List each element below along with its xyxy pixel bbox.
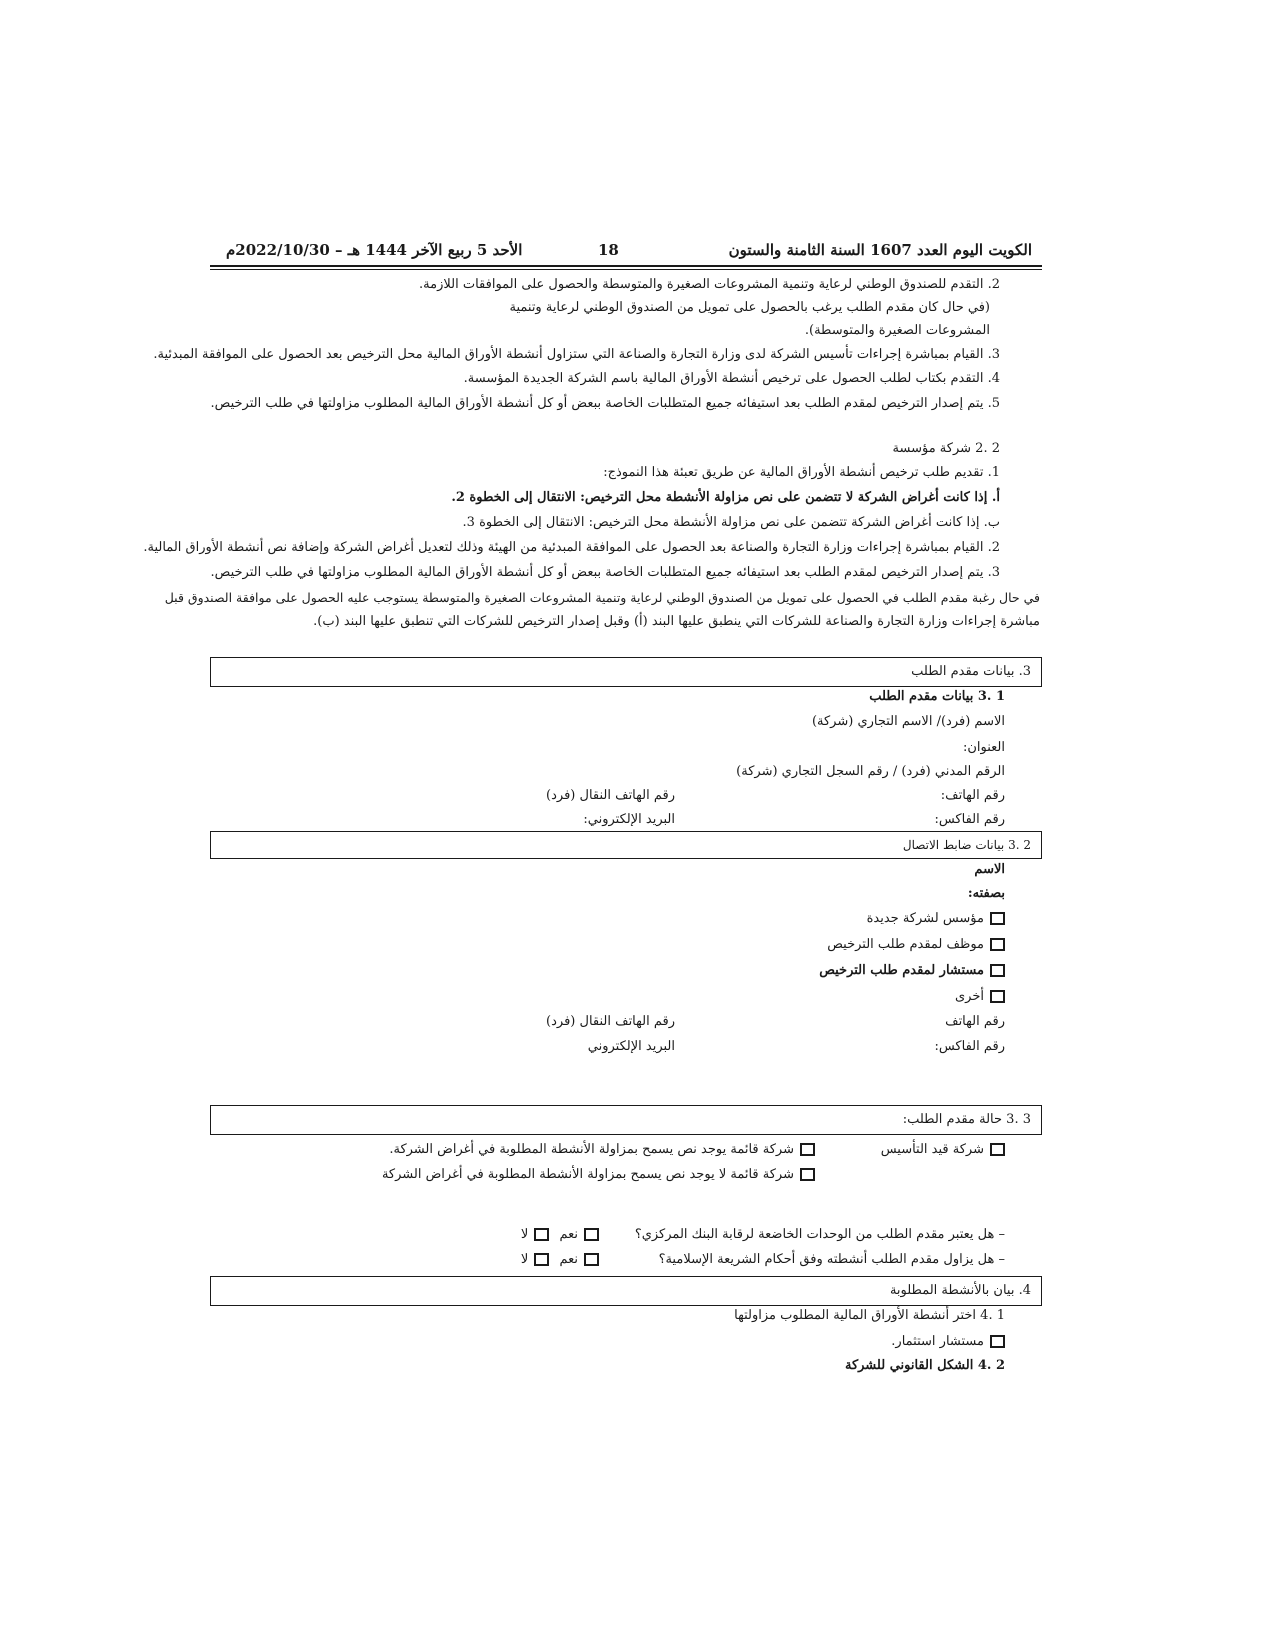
- section-2-2-note-line1: في حال رغبة مقدم الطلب في الحصول على تمويل من الصندوق الوطني لرعاية وتنمية المشروعات الصغيرة والمتوسطة يستوجب عليه الحصول على موافقة الصندوق قبل: [164, 590, 1040, 605]
- section-3-1-title: 1 .3 بيانات مقدم الطلب: [869, 689, 1005, 704]
- civil-id-label: الرقم المدني (فرد) / رقم السجل التجاري (شركة): [736, 764, 1005, 779]
- checkbox-icon[interactable]: [800, 1168, 815, 1181]
- section-2-2-item-3: 3. يتم إصدار الترخيص لمقدم الطلب بعد استيفائه جميع المتطلبات الخاصة ببعض أو كل أنشطة الأوراق المالية المطلوب مزاولتها في طلب الترخيص.: [210, 565, 1000, 580]
- question-central-bank: – هل يعتبر مقدم الطلب من الوحدات الخاضعة لرقابة البنك المركزي؟: [634, 1227, 1005, 1242]
- list1-item-5: 5. يتم إصدار الترخيص لمقدم الطلب بعد استيفائه جميع المتطلبات الخاصة ببعض أو كل أنشطة الأوراق المالية المطلوب مزاولتها في طلب الترخيص.: [210, 396, 1000, 411]
- contact-fax-label: رقم الفاكس:: [934, 1039, 1005, 1054]
- list1-item-2: 2. التقدم للصندوق الوطني لرعاية وتنمية المشروعات الصغيرة والمتوسطة والحصول على الموافقات اللازمة.: [419, 277, 1000, 292]
- question-sharia: – هل يزاول مقدم الطلب أنشطته وفق أحكام الشريعة الإسلامية؟: [658, 1252, 1005, 1267]
- section-2-2-item-a: أ. إذا كانت أغراض الشركة لا تتضمن على نص مزاولة الأنشطة محل الترخيص: الانتقال إلى الخطوة 2.: [451, 490, 1000, 505]
- section-2-2-title: 2 .2 شركة مؤسسة: [892, 441, 1000, 456]
- section-2-2-item-b: ب. إذا كانت أغراض الشركة تتضمن على نص مزاولة الأنشطة محل الترخيص: الانتقال إلى الخطوة 3.: [462, 515, 1000, 530]
- section-3-2-box: [210, 831, 1042, 859]
- status-existing-allowed[interactable]: شركة قائمة يوجد نص يسمح بمزاولة الأنشطة المطلوبة في أغراض الشركة.: [389, 1141, 815, 1159]
- header-gazette-info: الكويت اليوم العدد 1607 السنة الثامنة والستون: [728, 241, 1032, 259]
- header-page-number: 18: [598, 241, 619, 259]
- mobile-label: رقم الهاتف النقال (فرد): [546, 788, 675, 803]
- list1-item-4: 4. التقدم بكتاب لطلب الحصول على ترخيص أنشطة الأوراق المالية باسم الشركة الجديدة المؤسسة.: [463, 371, 1000, 386]
- section-2-2-item-2: 2. القيام بمباشرة إجراءات وزارة التجارة والصناعة بعد الحصول على الموافقة المبدئية من الهيئة وذلك لتعديل أغراض الشركة وإضافة نص أنشطة الأوراق المالية.: [143, 540, 1000, 555]
- address-label: العنوان:: [962, 740, 1005, 755]
- list1-note-line2: المشروعات الصغيرة والمتوسطة).: [804, 323, 990, 338]
- status-existing-not-allowed[interactable]: شركة قائمة لا يوجد نص يسمح بمزاولة الأنشطة المطلوبة في أغراض الشركة: [382, 1166, 815, 1184]
- header-date: الأحد 5 ربيع الآخر 1444 هـ – 2022/10/30م: [226, 241, 523, 259]
- phone-label: رقم الهاتف:: [940, 788, 1005, 803]
- contact-mobile-label: رقم الهاتف النقال (فرد): [546, 1014, 675, 1029]
- contact-phone-label: رقم الهاتف: [945, 1014, 1005, 1029]
- name-label: الاسم (فرد)/ الاسم التجاري (شركة): [811, 714, 1005, 729]
- checkbox-icon[interactable]: [990, 1143, 1005, 1156]
- question-sharia-answers[interactable]: نعم لا: [521, 1251, 599, 1269]
- capacity-option-advisor[interactable]: مستشار لمقدم طلب الترخيص: [819, 962, 1005, 980]
- question-central-bank-answers[interactable]: نعم لا: [521, 1226, 599, 1244]
- header-rule-thick: [210, 265, 1042, 267]
- email-label: البريد الإلكتروني:: [583, 812, 675, 827]
- capacity-option-founder[interactable]: مؤسس لشركة جديدة: [867, 910, 1005, 928]
- section-3-3-box: [210, 1105, 1042, 1135]
- fax-label: رقم الفاكس:: [934, 812, 1005, 827]
- checkbox-icon[interactable]: [534, 1228, 549, 1241]
- checkbox-icon[interactable]: [990, 990, 1005, 1003]
- section-4-1-title: 1 .4 اختر أنشطة الأوراق المالية المطلوب مزاولتها: [734, 1308, 1005, 1323]
- section-4-2-title: 2 .4 الشكل القانوني للشركة: [844, 1358, 1005, 1373]
- capacity-option-employee[interactable]: موظف لمقدم طلب الترخيص: [827, 936, 1005, 954]
- option-investment-advisor[interactable]: مستشار استثمار.: [891, 1333, 1005, 1351]
- section-3-box: [210, 657, 1042, 687]
- section-2-2-item-1: 1. تقديم طلب ترخيص أنشطة الأوراق المالية عن طريق تعبئة هذا النموذج:: [603, 465, 1000, 480]
- list1-item-3: 3. القيام بمباشرة إجراءات تأسيس الشركة لدى وزارة التجارة والصناعة التي ستزاول أنشطة الأوراق المالية محل الترخيص بعد الحصول على الموافقة المبدئية.: [153, 347, 1000, 362]
- capacity-option-other[interactable]: أخرى: [955, 988, 1005, 1006]
- checkbox-icon[interactable]: [990, 912, 1005, 925]
- section-4-title: 4. بيان بالأنشطة المطلوبة: [889, 1283, 1031, 1298]
- section-4-box: [210, 1276, 1042, 1306]
- contact-name-label: الاسم: [974, 862, 1005, 877]
- checkbox-icon[interactable]: [990, 938, 1005, 951]
- checkbox-icon[interactable]: [990, 964, 1005, 977]
- section-2-2-note-line2: مباشرة إجراءات وزارة التجارة والصناعة للشركات التي ينطبق عليها البند (أ) وقبل إصدار الترخيص للشركات التي تنطبق عليها البند (ب).: [313, 614, 1040, 629]
- checkbox-icon[interactable]: [584, 1253, 599, 1266]
- checkbox-icon[interactable]: [534, 1253, 549, 1266]
- contact-email-label: البريد الإلكتروني: [587, 1039, 675, 1054]
- section-3-3-title: 3 .3 حالة مقدم الطلب:: [902, 1112, 1031, 1127]
- header-rule-thin: [210, 269, 1042, 270]
- checkbox-icon[interactable]: [584, 1228, 599, 1241]
- checkbox-icon[interactable]: [990, 1335, 1005, 1348]
- section-3-2-title: 2 .3 بيانات ضابط الاتصال: [902, 838, 1031, 852]
- list1-note-line1: (في حال كان مقدم الطلب يرغب بالحصول على تمويل من الصندوق الوطني لرعاية وتنمية: [509, 300, 990, 315]
- section-3-title: 3. بيانات مقدم الطلب: [911, 664, 1031, 679]
- status-under-formation[interactable]: شركة قيد التأسيس: [881, 1141, 1005, 1159]
- checkbox-icon[interactable]: [800, 1143, 815, 1156]
- capacity-label: بصفته:: [967, 886, 1005, 901]
